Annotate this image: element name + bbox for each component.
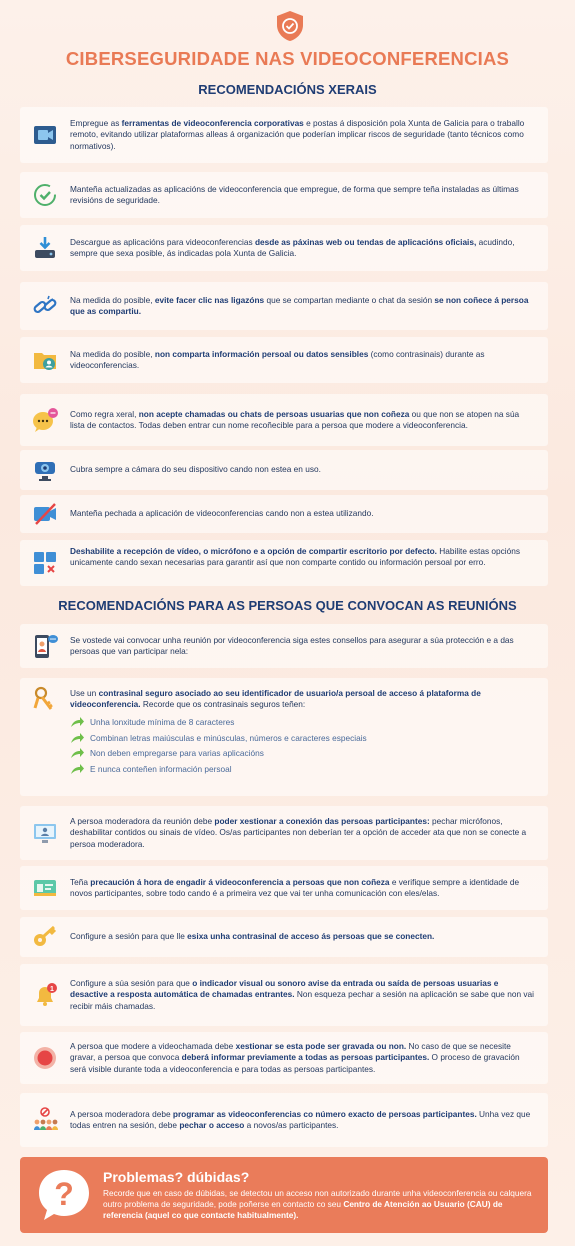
chat-bubble-icon	[32, 407, 58, 433]
general-recommendation-card	[20, 107, 548, 163]
help-title: Problemas? dúbidas?	[103, 1169, 250, 1185]
password-rule-item: Unha lonxitude mínima de 8 caracteres	[70, 716, 534, 732]
recommendation-text: Deshabilite a recepción de vídeo, o micrófono e a opción de compartir escritorio por defecto. Habilite estas opcións unicamente cando sexan necesarias para garantir así que non comparte contido ou información persoal por erro.	[70, 546, 521, 568]
recommendation-text: A persoa moderadora da reunión debe poder xestionar a conexión das persoas participantes: pechar micrófonos, deshabilitar contidos ou sinais de vídeo. Os/as participantes non deberían ter a opción de acceder ata que non se conecte a persoa moderadora.	[70, 816, 527, 849]
recommendation-text: Use un contrasinal seguro asociado ao seu identificador de usuario/a persoal de acceso á plataforma de videoconferencia. Recorde que os contrasinais seguros teñen: Unha lonxitude mínima de 8 caracteres Combinan letras maiúsculas e minúsculas, números e caracteres especiais Non deben empregarse para varias aplicacións E nunca conteñen información persoal	[70, 688, 534, 778]
password-rule-item: Non deben empregarse para varias aplicacións	[70, 747, 534, 763]
svg-text:?: ?	[54, 1176, 74, 1212]
video-off-icon	[32, 501, 58, 527]
green-arrow-icon	[70, 747, 85, 759]
recommendation-text: Configure a súa sesión para que o indicador visual ou sonoro avise da entrada ou saída de persoas usuarias e desactive a resposta automática de chamadas entrantes. Non esqueza pechar a sesión na aplicación se sabe que non vai recibir máis chamadas.	[70, 978, 534, 1011]
green-arrow-icon	[70, 732, 85, 744]
recommendation-text: Se vostede vai convocar unha reunión por videoconferencia siga estes consellos para asegurar a súa protección e a das persoas que van participar nela:	[70, 634, 514, 656]
section-title-organizers: RECOMENDACIÓNS PARA AS PERSOAS QUE CONVOCAN AS REUNIÓNS	[58, 598, 517, 613]
key-chain-icon	[32, 686, 58, 712]
shield-check-icon	[275, 10, 305, 42]
group-restricted-icon	[32, 1107, 58, 1133]
recommendation-text: Empregue as ferramentas de videoconferencia corporativas e postas á disposición pola Xunta de Galicia para o traballo remoto, evitando utilizar plataformas alleas á organización que poderían implicar riscos de seguridade (tanto técnicos como normativos).	[70, 118, 525, 151]
organizer-recommendation-card	[20, 624, 548, 668]
password-rule-item: E nunca conteñen información persoal	[70, 763, 534, 779]
green-arrow-icon	[70, 763, 85, 775]
recommendation-text: Teña precaución á hora de engadir á videoconferencia a persoas que non coñeza e verifique sempre a identidade de novos participantes, sobre todo cando é a primeira vez que vai ter unha comunicación con eles/elas.	[70, 876, 520, 898]
settings-grid-icon	[32, 550, 58, 576]
section-title-general: RECOMENDACIÓNS XERAIS	[198, 82, 377, 97]
general-recommendation-card	[20, 282, 548, 330]
video-camera-icon	[32, 122, 58, 148]
refresh-check-icon	[32, 182, 58, 208]
general-recommendation-card	[20, 172, 548, 218]
recommendation-text: Na medida do posible, non comparta información persoal ou datos sensibles (como contrasinais) durante as videoconferencias.	[70, 348, 485, 370]
organizer-recommendation-card	[20, 1032, 548, 1084]
general-recommendation-card	[20, 495, 548, 533]
id-card-icon	[32, 875, 58, 901]
record-button-icon	[32, 1045, 58, 1071]
download-drive-icon	[32, 235, 58, 261]
help-text: Recorde que en caso de dúbidas, se detectou un acceso non autorizado durante unha videoconferencia ou calquera outro problema de seguridade, pode poñerse en contacto co seu Centro de Atención ao Usuario (CAU) de referencia (aquel co que contacte habitualmente).	[103, 1188, 532, 1221]
password-rules-list	[70, 716, 534, 778]
moderator-screen-icon	[32, 820, 58, 846]
phone-user-icon	[32, 633, 58, 659]
organizer-recommendation-card	[20, 866, 548, 910]
question-bubble-icon	[36, 1167, 92, 1223]
recommendation-text: Manteña actualizadas as aplicacións de videoconferencia que empregue, de forma que sempre teña instaladas as últimas revisións de seguridade.	[70, 183, 519, 205]
recommendation-text: Na medida do posible, evite facer clic nas ligazóns que se compartan mediante o chat da sesión se non coñece á persoa que as compartiu.	[70, 294, 529, 316]
general-recommendation-card	[20, 540, 548, 586]
key-icon	[32, 924, 58, 950]
general-recommendation-card	[20, 225, 548, 271]
password-rule-item: Combinan letras maiúsculas e minúsculas, números e caracteres especiais	[70, 732, 534, 748]
green-arrow-icon	[70, 716, 85, 728]
notification-bell-icon	[32, 982, 58, 1008]
recommendation-text: A persoa moderadora debe programar as videoconferencias co número exacto de persoas participantes. Unha vez que todas entren na sesión, debe pechar o acceso a novos/as participantes.	[70, 1108, 531, 1130]
recommendation-text: Configure a sesión para que lle esixa unha contrasinal de acceso ás persoas que se conecten.	[70, 931, 435, 942]
recommendation-text: Descargue as aplicacións para videoconferencias desde as páxinas web ou tendas de aplicacións oficiais, acudindo, sempre que sexa posible, ás indicadas pola Xunta de Galicia.	[70, 236, 515, 258]
recommendation-text: Como regra xeral, non acepte chamadas ou chats de persoas usuarias que non coñeza ou que non se atopen na súa lista de contactos. Todas deben entrar cun nome recoñecible para a persoa que modere a videoconferencia.	[70, 408, 520, 430]
recommendation-text: Cubra sempre a cámara do seu dispositivo cando non estea en uso.	[70, 464, 321, 475]
general-recommendation-card	[20, 450, 548, 490]
broken-link-icon	[32, 293, 58, 319]
recommendation-text: A persoa que modere a videochamada debe xestionar se esta pode ser gravada ou non. No caso de que se necesite gravar, a persoa que convoca deberá informar previamente a todas as persoas participantes. O proceso de gravación será visible durante toda a videoconferencia e para todas as persoas participantes.	[70, 1041, 520, 1074]
page-title: CIBERSEGURIDADE NAS VIDEOCONFERENCIAS	[65, 48, 510, 69]
svg-text:1: 1	[50, 986, 54, 993]
webcam-icon	[32, 457, 58, 483]
organizer-recommendation-card	[20, 1093, 548, 1147]
personal-folder-icon	[32, 347, 58, 373]
organizer-recommendation-card	[20, 806, 548, 860]
help-banner	[20, 1157, 548, 1233]
organizer-recommendation-card	[20, 678, 548, 796]
organizer-recommendation-card	[20, 917, 548, 957]
general-recommendation-card	[20, 394, 548, 446]
organizer-recommendation-card	[20, 964, 548, 1026]
recommendation-text: Manteña pechada a aplicación de videoconferencias cando non a estea utilizando.	[70, 508, 374, 519]
general-recommendation-card	[20, 337, 548, 383]
